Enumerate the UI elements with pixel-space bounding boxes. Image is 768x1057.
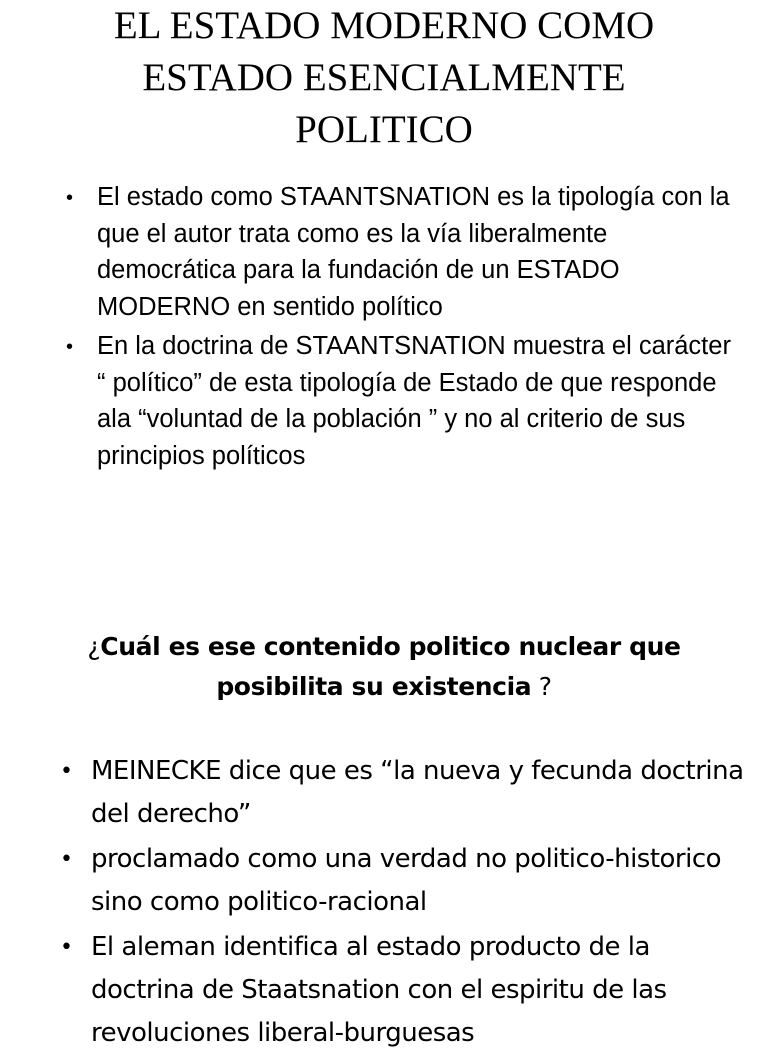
bullet-icon: • bbox=[60, 759, 73, 784]
bullet-icon: • bbox=[60, 847, 73, 872]
list-item bbox=[60, 926, 760, 1055]
list-item bbox=[60, 838, 760, 924]
title-line: ESTADO ESENCIALMENTE bbox=[142, 56, 626, 99]
list-item bbox=[66, 179, 736, 325]
bullet-list-section-1 bbox=[66, 179, 736, 477]
bullet-text: En la doctrina de STAANTSNATION muestra el carácter “ político” de esta tipología de Estado de que responde ala “voluntad de la población ” y no al criterio de sus principios políticos bbox=[97, 332, 731, 470]
question-heading bbox=[30, 627, 738, 707]
bullet-list-section-2 bbox=[60, 750, 760, 1057]
title-line: POLITICO bbox=[295, 108, 473, 151]
list-item bbox=[66, 328, 736, 474]
bullet-icon: • bbox=[66, 187, 74, 209]
list-item bbox=[60, 750, 760, 836]
bullet-text: El aleman identifica al estado producto de la doctrina de Staatsnation con el espiritu de las revoluciones liberal-burguesas bbox=[91, 932, 667, 1048]
slide-title bbox=[40, 0, 728, 156]
bullet-icon: • bbox=[66, 336, 74, 358]
bullet-text: MEINECKE dice que es “la nueva y fecunda doctrina del derecho” bbox=[91, 756, 744, 829]
bullet-icon: • bbox=[60, 935, 73, 960]
bullet-text: El estado como STAANTSNATION es la tipología con la que el autor trata como es la vía liberalmente democrática para la fundación de un ESTADO MODERNO en sentido político bbox=[97, 183, 730, 321]
bullet-text: proclamado como una verdad no politico-historico sino como politico-racional bbox=[91, 844, 722, 917]
question-bold-text: Cuál es ese contenido politico nuclear que posibilita su existencia bbox=[100, 632, 681, 701]
question-close-mark: ? bbox=[531, 672, 552, 701]
title-line: EL ESTADO MODERNO COMO bbox=[113, 4, 655, 47]
question-open-mark: ¿ bbox=[87, 632, 101, 661]
